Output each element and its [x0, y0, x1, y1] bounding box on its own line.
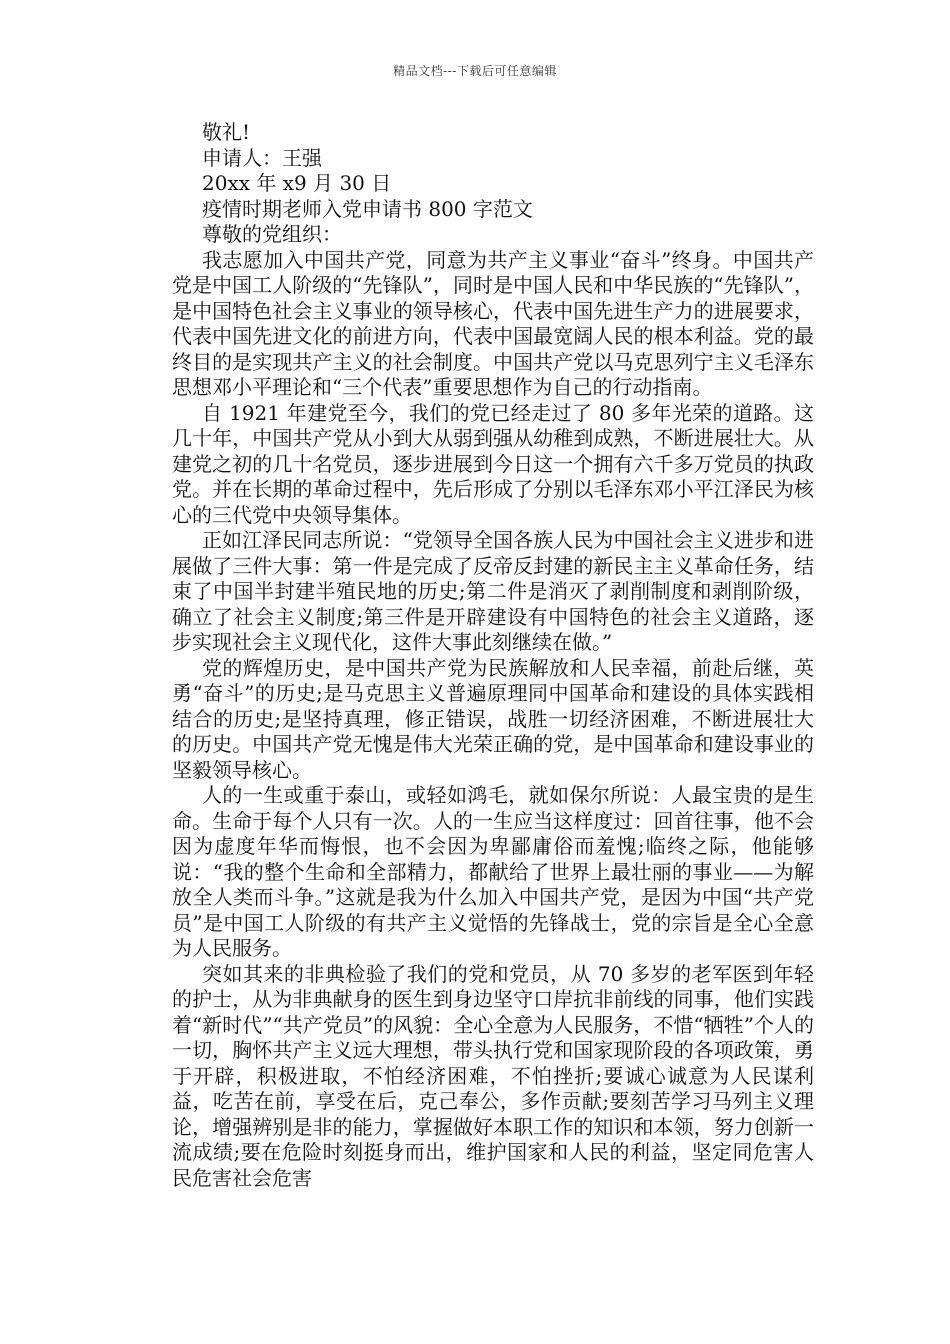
- salutation: 尊敬的党组织：: [202, 222, 342, 246]
- paragraph: 党的辉煌历史，是中国共产党为民族解放和人民幸福，前赴后继，英勇“奋斗”的历史;是马克思主义普遍原理同中国革命和建设的具体实践相结合的历史;是坚持真理，修正错误，战胜一切经济困难，不断进展壮大的历史。中国共产党无愧是伟大光荣正确的党，是中国革命和建设事业的坚毅领导核心。: [172, 655, 814, 782]
- essay-title: 疫情时期老师入党申请书 800 字范文: [202, 196, 533, 221]
- paragraph: 人的一生或重于泰山，或轻如鸿毛，就如保尔所说：人最宝贵的是生命。生命于每个人只有一次。人的一生应当这样度过：回首往事，他不会因为虚度年华而悔恨，也不会因为卑鄙庸俗而羞愧;临终之际，他能够说：“我的整个生命和全部精力，都献给了世界上最壮丽的事业——为解放全人类而斗争。”这就是我为什么加入中国共产党，是因为中国“共产党员”是中国工人阶级的有共产主义觉悟的先锋战士，党的宗旨是全心全意为人民服务。: [172, 783, 814, 960]
- paragraph: 正如江泽民同志所说：“党领导全国各族人民为中国社会主义进步和进展做了三件大事：第一件是完成了反帝反封建的新民主主义革命任务，结束了中国半封建半殖民地的历史;第二件是消灭了剥削制度和剥削阶级，确立了社会主义制度;第三件是开辟建设有中国特色的社会主义道路，逐步实现社会主义现代化，这件大事此刻继续在做。”: [172, 528, 814, 654]
- date-line: 20xx 年 x9 月 30 日: [202, 171, 392, 195]
- letter-closing: 敬礼!: [202, 120, 251, 144]
- applicant-line: 申请人：王强: [202, 145, 322, 170]
- paragraph: 我志愿加入中国共产党，同意为共产主义事业“奋斗”终身。中国共产党是中国工人阶级的“先锋队”，同时是中国人民和中华民族的“先锋队”，是中国特色社会主义事业的领导核心，代表中国先进生产力的进展要求，代表中国先进文化的前进方向，代表中国最宽阔人民的根本利益。党的最终目的是实现共产主义的社会制度。中国共产党以马克思列宁主义毛泽东思想邓小平理论和“三个代表”重要思想作为自己的行动指南。: [172, 247, 814, 399]
- page-header: 精品文档---下载后可任意编辑: [393, 64, 557, 78]
- paragraph: 自 1921 年建党至今，我们的党已经走过了 80 多年光荣的道路。这几十年，中国共产党从小到大从弱到强从幼稚到成熟，不断进展壮大。从建党之初的几十名党员，逐步进展到今日这一个拥有六千多万党员的执政党。并在长期的革命过程中，先后形成了分别以毛泽东邓小平江泽民为核心的三代党中央领导集体。: [172, 400, 814, 527]
- document-body: [172, 120, 814, 1191]
- paragraph: 突如其来的非典检验了我们的党和党员，从 70 多岁的老军医到年轻的护士，从为非典献身的医生到身边坚守口岸抗非前线的同事，他们实践着“新时代”“共产党员”的风貌：全心全意为人民服务，不惜“牺牲”个人的一切，胸怀共产主义远大理想，带头执行党和国家现阶段的各项政策，勇于开辟，积极进取，不怕经济困难，不怕挫折;要诚心诚意为人民谋利益，吃苦在前，享受在后，克己奉公，多作贡献;要刻苦学习马列主义理论，增强辨别是非的能力，掌握做好本职工作的知识和本领，努力创新一流成绩;要在危险时刻挺身而出，维护国家和人民的利益，坚定同危害人民危害社会危害: [172, 961, 814, 1190]
